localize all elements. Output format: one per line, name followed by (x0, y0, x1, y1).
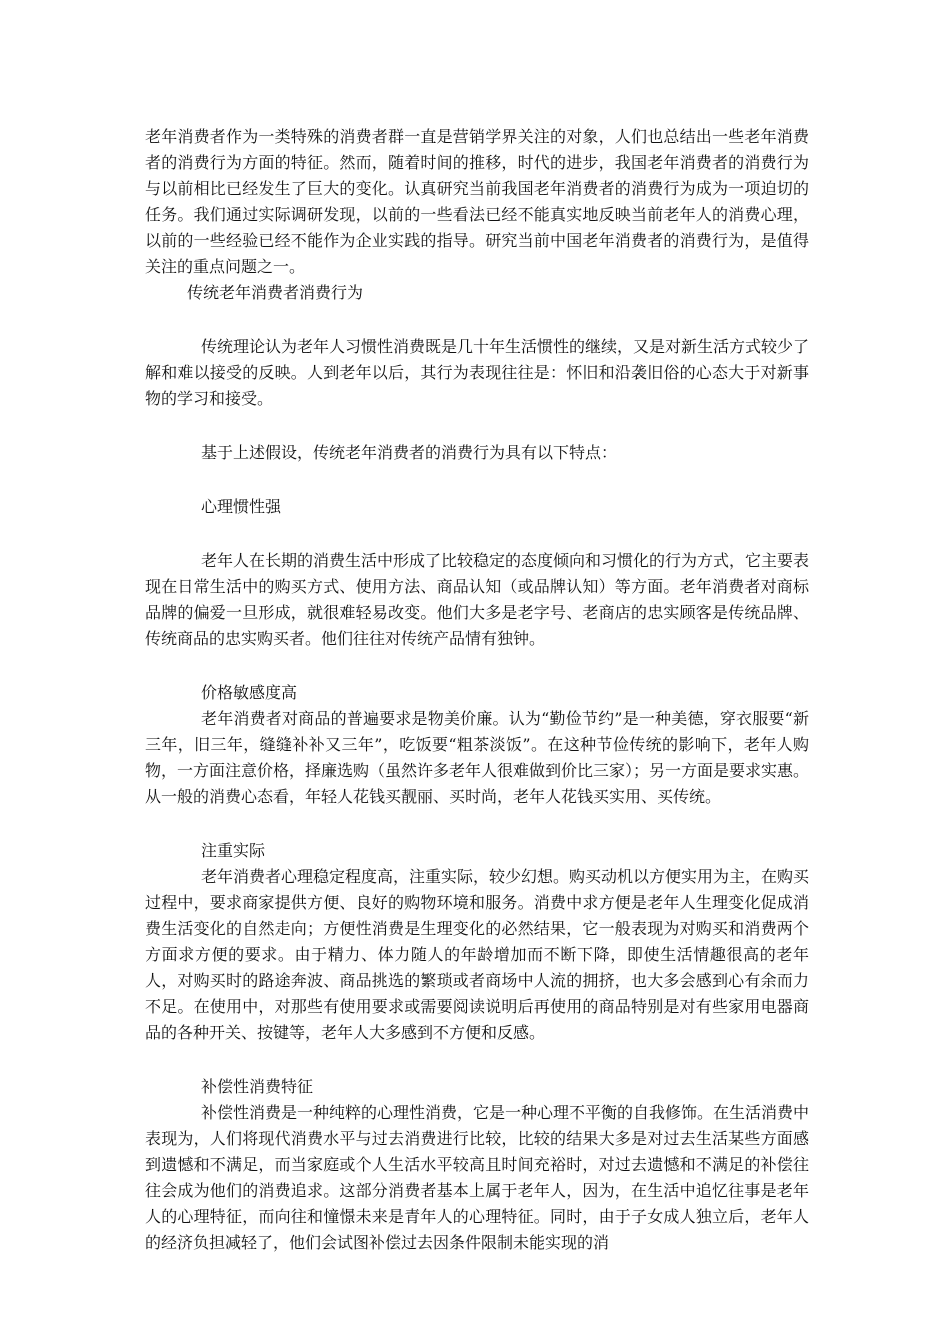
spacer (145, 652, 809, 680)
intro-paragraph: 老年消费者作为一类特殊的消费者群一直是营销学界关注的对象，人们也总结出一些老年消费者的消费行为方面的特征。然而，随着时间的推移，时代的进步，我国老年消费者的消费行为与以前相比已经发生了巨大的变化。认真研究当前我国老年消费者的消费行为成为一项迫切的任务。我们通过实际调研发现，以前的一些看法已经不能真实地反映当前老年人的消费心理，以前的一些经验已经不能作为企业实践的指导。研究当前中国老年消费者的消费行为，是值得关注的重点问题之一。 (145, 127, 809, 276)
section-title: 传统老年消费者消费行为 (187, 283, 364, 302)
spacer (145, 1046, 809, 1074)
trait-heading-inertia: 心理惯性强 (201, 497, 282, 516)
trait-body-price: 老年消费者对商品的普遍要求是物美价廉。认为“勤俭节约”是一种美德，穿衣服要“新三年，旧三年，缝缝补补又三年”，吃饭要“粗茶淡饭”。在这种节俭传统的影响下，老年人购物，一方面注意价格，择廉选购（虽然许多老年人很难做到价比三家）；另一方面是要求实惠。从一般的消费心态看，年轻人花钱买靓丽、买时尚，老年人花钱买实用、买传统。 (145, 709, 810, 806)
spacer (145, 412, 809, 440)
theory-paragraph: 传统理论认为老年人习惯性消费既是几十年生活惯性的继续，又是对新生活方式较少了解和难以接受的反映。人到老年以后，其行为表现往往是：怀旧和沿袭旧俗的心态大于对新事物的学习和接受。 (145, 337, 810, 408)
document-page (145, 124, 809, 1256)
trait-body-practical: 老年消费者心理稳定程度高，注重实际，较少幻想。购买动机以方便实用为主，在购买过程中，要求商家提供方便、良好的购物环境和服务。消费中求方便是老年人生理变化促成消费生活变化的自然走向；方便性消费是生理变化的必然结果，它一般表现为对购买和消费两个方面求方便的要求。由于精力、体力随人的年龄增加而不断下降，即使生活情趣很高的老年人，对购买时的路途奔波、商品挑选的繁琐或者商场中人流的拥挤，也大多会感到心有余而力不足。在使用中，对那些有使用要求或需要阅读说明后再使用的商品特别是对有些家用电器商品的各种开关、按键等，老年人大多感到不方便和反感。 (145, 867, 810, 1042)
trait-body-compensation: 补偿性消费是一种纯粹的心理性消费，它是一种心理不平衡的自我修饰。在生活消费中表现为，人们将现代消费水平与过去消费进行比较，比较的结果大多是对过去生活某些方面感到遗憾和不满足，而当家庭或个人生活水平较高且时间充裕时，对过去遗憾和不满足的补偿往往会成为他们的消费追求。这部分消费者基本上属于老年人，因为，在生活中追忆往事是老年人的心理特征，而向往和憧憬未来是青年人的心理特征。同时，由于子女成人独立后，老年人的经济负担减轻了，他们会试图补偿过去因条件限制未能实现的消 (145, 1103, 810, 1252)
spacer (145, 520, 809, 548)
trait-heading-practical: 注重实际 (201, 841, 266, 860)
trait-heading-price: 价格敏感度高 (201, 683, 298, 702)
trait-heading-compensation: 补偿性消费特征 (201, 1077, 314, 1096)
spacer (145, 810, 809, 838)
trait-body-inertia: 老年人在长期的消费生活中形成了比较稳定的态度倾向和习惯化的行为方式，它主要表现在日常生活中的购买方式、使用方法、商品认知（或品牌认知）等方面。老年消费者对商标品牌的偏爱一旦形成，就很难轻易改变。他们大多是老字号、老商店的忠实顾客是传统品牌、传统商品的忠实购买者。他们往往对传统产品情有独钟。 (145, 551, 810, 648)
spacer (145, 466, 809, 494)
assumption-paragraph: 基于上述假设，传统老年消费者的消费行为具有以下特点： (201, 443, 618, 462)
spacer (145, 306, 809, 334)
